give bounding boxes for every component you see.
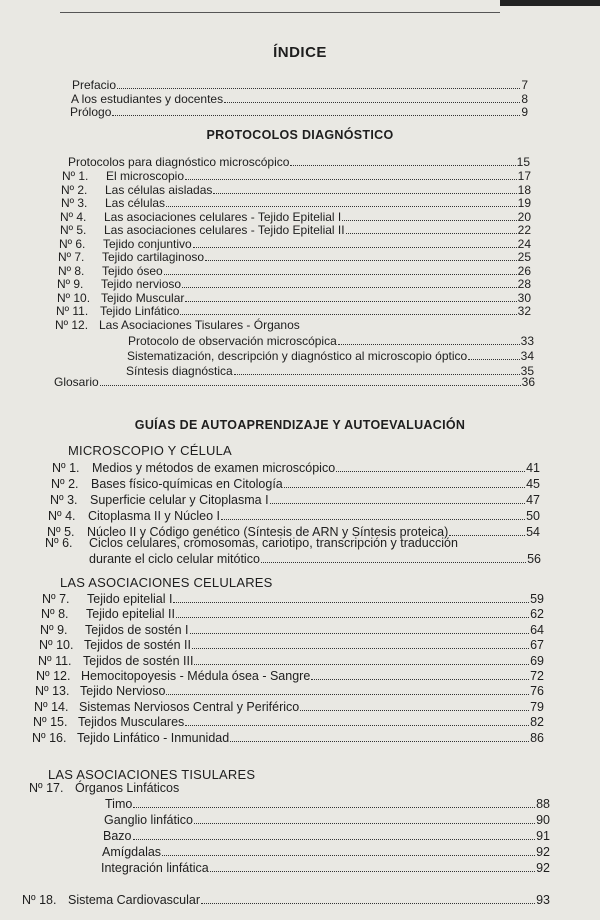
dot-leader [311, 679, 529, 680]
entry-title: Hemocitopoyesis - Médula ósea - Sangre [81, 669, 311, 683]
dot-leader [185, 725, 529, 726]
entry-title: Ganglio linfático [104, 813, 193, 827]
entry-page: 69 [530, 653, 544, 668]
entry-title: Amígdalas [102, 845, 162, 859]
entry-title: Tejido Linfático [100, 304, 180, 318]
entry-title: Tejidos de sostén II [84, 638, 192, 653]
entry-number: Nº 3. [50, 493, 78, 507]
entry-title: Glosario [54, 375, 99, 389]
entry-page: 33 [520, 334, 534, 348]
entry-page: 19 [517, 196, 531, 210]
entry-title: Tejidos de sostén I [85, 622, 189, 637]
front-entry [70, 105, 528, 119]
tisulares-subentry [105, 797, 550, 811]
celulares-entry [33, 715, 544, 729]
dot-leader [193, 247, 517, 248]
entry-number: Nº 7. [42, 592, 70, 606]
celulares-heading: LAS ASOCIACIONES CELULARES [60, 575, 273, 590]
entry-number: Nº 13. [35, 684, 70, 699]
protocolos-intro-entry [68, 155, 530, 169]
dot-leader [173, 602, 529, 603]
protocolo-entry [56, 304, 531, 318]
entry-page: 34 [520, 349, 534, 363]
dot-leader [468, 359, 519, 360]
dot-leader [205, 260, 517, 261]
dot-leader [162, 855, 535, 856]
dot-leader [210, 871, 535, 872]
entry-number: Nº 7. [58, 250, 85, 264]
entry-title: Órganos Linfáticos [75, 781, 180, 795]
dot-leader [346, 233, 517, 234]
entry-page: 30 [517, 290, 531, 305]
dot-leader [192, 648, 529, 649]
dot-leader [201, 903, 535, 904]
entry-number: Nº 3. [61, 196, 88, 210]
dot-leader [112, 115, 520, 116]
entry-page: 92 [536, 861, 550, 875]
entry-title: Tejidos Musculares [78, 715, 185, 730]
entry-title: Superficie celular y Citoplasma I [90, 493, 269, 507]
guia-entry [48, 509, 540, 523]
protocolo-entry [57, 277, 531, 291]
entry-title: Tejido conjuntivo [103, 236, 192, 251]
entry-number: Nº 1. [62, 169, 89, 183]
entry-number: Nº 10. [39, 638, 74, 653]
entry-page: 7 [521, 78, 528, 92]
entry-number: Nº 2. [51, 477, 79, 491]
dot-leader [270, 503, 526, 504]
protocolo-entry [58, 250, 531, 264]
celulares-entry [41, 607, 544, 621]
dot-leader [182, 287, 517, 288]
celulares-entry [42, 592, 544, 606]
dot-leader [190, 633, 530, 634]
dot-leader [133, 807, 535, 808]
entry-title: Sistematización, descripción y diagnóstico al microscopio óptico [127, 349, 468, 363]
guias-heading: GUÍAS DE AUTOAPRENDIZAJE Y AUTOEVALUACIÓN [134, 418, 466, 432]
entry-page: 32 [517, 304, 531, 318]
entry-title: Prefacio [72, 78, 117, 92]
celulares-entry [34, 700, 544, 714]
entry-title: Las células [105, 196, 166, 210]
dot-leader [224, 102, 520, 103]
dot-leader [221, 519, 525, 520]
front-entry [72, 78, 528, 92]
dot-leader [213, 193, 516, 194]
entry-title: Citoplasma II y Núcleo I [88, 509, 220, 523]
celulares-entry [32, 731, 544, 745]
guia-entry [50, 493, 540, 507]
celulares-entry [35, 684, 544, 698]
dot-leader [342, 220, 516, 221]
entry-number: Nº 8. [58, 263, 85, 278]
entry-title: Las células aisladas [105, 182, 213, 197]
entry-title: Tejido cartilaginoso [102, 250, 205, 264]
entry-page: 67 [530, 638, 544, 653]
entry-number: Nº 5. [60, 223, 87, 237]
tisulares-heading: LAS ASOCIACIONES TISULARES [48, 767, 256, 782]
entry-page: 22 [517, 223, 531, 237]
dot-leader [100, 385, 521, 386]
dot-leader [164, 274, 517, 275]
celulares-entry [39, 638, 544, 652]
entry-number: Nº 18. [22, 893, 57, 907]
entry-title: Prólogo [70, 105, 112, 119]
entry-title: Las asociaciones celulares - Tejido Epitelial I [104, 209, 342, 224]
entry-page: 26 [517, 263, 531, 278]
protocolo-entry [58, 264, 531, 278]
entry-page: 36 [521, 375, 535, 389]
dot-leader [338, 344, 520, 345]
entry-number: Nº 4. [60, 209, 87, 224]
microscopio-heading: MICROSCOPIO Y CÉLULA [68, 443, 232, 458]
dot-leader [176, 617, 529, 618]
entry-page: 25 [517, 250, 531, 264]
entry-page: 86 [530, 730, 544, 745]
dot-leader [166, 694, 529, 695]
entry-page: 8 [521, 92, 528, 106]
dot-leader [185, 179, 517, 180]
entry-page: 88 [536, 797, 550, 811]
dot-leader [284, 487, 525, 488]
index-heading: ÍNDICE [273, 44, 327, 61]
protocolo-entry [62, 169, 531, 183]
entry-title: Tejido Muscular [101, 290, 185, 305]
entry-number: Nº 8. [41, 607, 69, 622]
entry-title: Protocolos para diagnóstico microscópico [68, 155, 290, 169]
entry-page: 62 [530, 607, 544, 622]
entry-number: Nº 5. [47, 525, 75, 539]
entry-page: 15 [516, 155, 530, 169]
protocolo-entry [55, 318, 531, 332]
entry-title: Tejido nervioso [101, 277, 182, 291]
protocolo-entry [60, 210, 531, 224]
guia-entry-6 [45, 536, 540, 550]
entry-title: Sistema Cardiovascular [68, 893, 200, 907]
entry-page: 20 [517, 209, 531, 224]
dot-leader [185, 301, 516, 302]
tisulares-subentry [103, 829, 550, 843]
entry-page: 24 [517, 236, 531, 251]
entry-title: Síntesis diagnóstica [126, 364, 233, 378]
entry-page: 76 [530, 684, 544, 699]
entry-number: Nº 1. [52, 461, 80, 475]
entry-page: 90 [536, 813, 550, 827]
tisulares-entry-18 [22, 893, 550, 907]
entry-title: Tejido Nervioso [80, 684, 166, 699]
entry-page: 18 [517, 182, 531, 197]
entry-page: 72 [530, 669, 544, 683]
entry-page: 64 [530, 622, 544, 637]
tisulares-subentry [101, 861, 550, 875]
entry-number: Nº 14. [34, 699, 69, 714]
protocolo-entry [61, 196, 531, 210]
protocolo-entry [57, 291, 531, 305]
entry-page: 45 [526, 477, 540, 491]
entry-page: 41 [526, 461, 540, 475]
entry-page: 47 [526, 493, 540, 507]
entry-page: 91 [536, 829, 550, 843]
dot-leader [290, 165, 515, 166]
entry-title: Bases físico-químicas en Citología [91, 477, 283, 491]
entry-page: 35 [520, 364, 534, 378]
entry-title: Ciclos celulares, cromosomas, cariotipo, transcripción y traducción [89, 536, 458, 550]
entry-title: Integración linfática [101, 861, 209, 875]
protocolo-entry [59, 237, 531, 251]
tisulares-entry-17 [29, 781, 400, 795]
entry-page: 54 [526, 525, 540, 539]
guia-entry [52, 461, 540, 475]
entry-title: durante el ciclo celular mitótico [89, 552, 260, 566]
dot-leader [194, 664, 529, 665]
entry-title: Tejidos de sostén III [83, 653, 194, 668]
protocolo-subentry [127, 349, 534, 363]
entry-title: Medios y métodos de examen microscópico [92, 461, 336, 475]
entry-page: 93 [536, 893, 550, 907]
glosario-entry [54, 375, 535, 389]
guia-entry-6-line2 [89, 552, 541, 566]
entry-title: El microscopio [106, 169, 185, 183]
entry-title: Las asociaciones celulares - Tejido Epitelial II [104, 223, 345, 237]
protocolos-heading: PROTOCOLOS DIAGNÓSTICO [206, 128, 394, 142]
entry-title: Las Asociaciones Tisulares - Órganos [99, 317, 300, 332]
entry-number: Nº 12. [36, 669, 71, 683]
dot-leader [117, 88, 520, 89]
page-number-tab [500, 0, 600, 6]
dot-leader [194, 823, 535, 824]
top-rule [60, 12, 500, 13]
tisulares-subentry [102, 845, 550, 859]
entry-number: Nº 6. [59, 236, 86, 251]
tisulares-subentry [104, 813, 550, 827]
entry-page: 50 [526, 509, 540, 523]
dot-leader [133, 839, 536, 840]
protocolo-subentry [128, 334, 534, 348]
entry-number: Nº 11. [56, 304, 89, 318]
entry-page: 28 [517, 277, 531, 291]
dot-leader [300, 710, 529, 711]
entry-title: Tejido Linfático - Inmunidad [77, 730, 230, 745]
entry-page: 56 [527, 552, 541, 566]
celulares-entry [38, 654, 544, 668]
entry-number: Nº 4. [48, 509, 76, 523]
celulares-entry [36, 669, 544, 683]
entry-title: Tejido óseo [102, 263, 163, 278]
entry-number: Nº 17. [29, 781, 64, 795]
dot-leader [261, 562, 526, 563]
protocolo-entry [60, 223, 531, 237]
entry-number: Nº 6. [45, 536, 73, 550]
entry-page: 82 [530, 715, 544, 730]
entry-title: Sistemas Nerviosos Central y Periférico [79, 699, 300, 714]
entry-number: Nº 2. [61, 182, 88, 197]
dot-leader [166, 206, 517, 207]
entry-page: 59 [530, 592, 544, 606]
dot-leader [230, 741, 529, 742]
entry-number: Nº 10. [57, 290, 91, 305]
entry-title: Timo [105, 797, 133, 811]
front-entry [71, 92, 528, 106]
entry-page: 9 [521, 105, 528, 119]
entry-number: Nº 15. [33, 715, 68, 730]
entry-title: Protocolo de observación microscópica [128, 334, 337, 348]
entry-title: A los estudiantes y docentes [71, 92, 224, 106]
entry-title: Tejido epitelial II [86, 607, 175, 622]
entry-title: Tejido epitelial I [87, 592, 173, 606]
entry-page: 79 [530, 699, 544, 714]
entry-number: Nº 9. [57, 277, 84, 291]
entry-number: Nº 9. [40, 622, 68, 637]
dot-leader [336, 471, 525, 472]
guia-entry [51, 477, 540, 491]
entry-title: Bazo [103, 829, 132, 843]
entry-page: 17 [517, 169, 531, 183]
entry-number: Nº 11. [38, 653, 72, 668]
protocolo-entry [61, 183, 531, 197]
entry-number: Nº 16. [32, 730, 67, 745]
entry-title: Núcleo II y Código genético (Síntesis de ARN y Síntesis proteica) [87, 525, 449, 539]
celulares-entry [40, 623, 544, 637]
entry-number: Nº 12. [55, 317, 89, 332]
dot-leader [180, 314, 516, 315]
entry-page: 92 [536, 845, 550, 859]
